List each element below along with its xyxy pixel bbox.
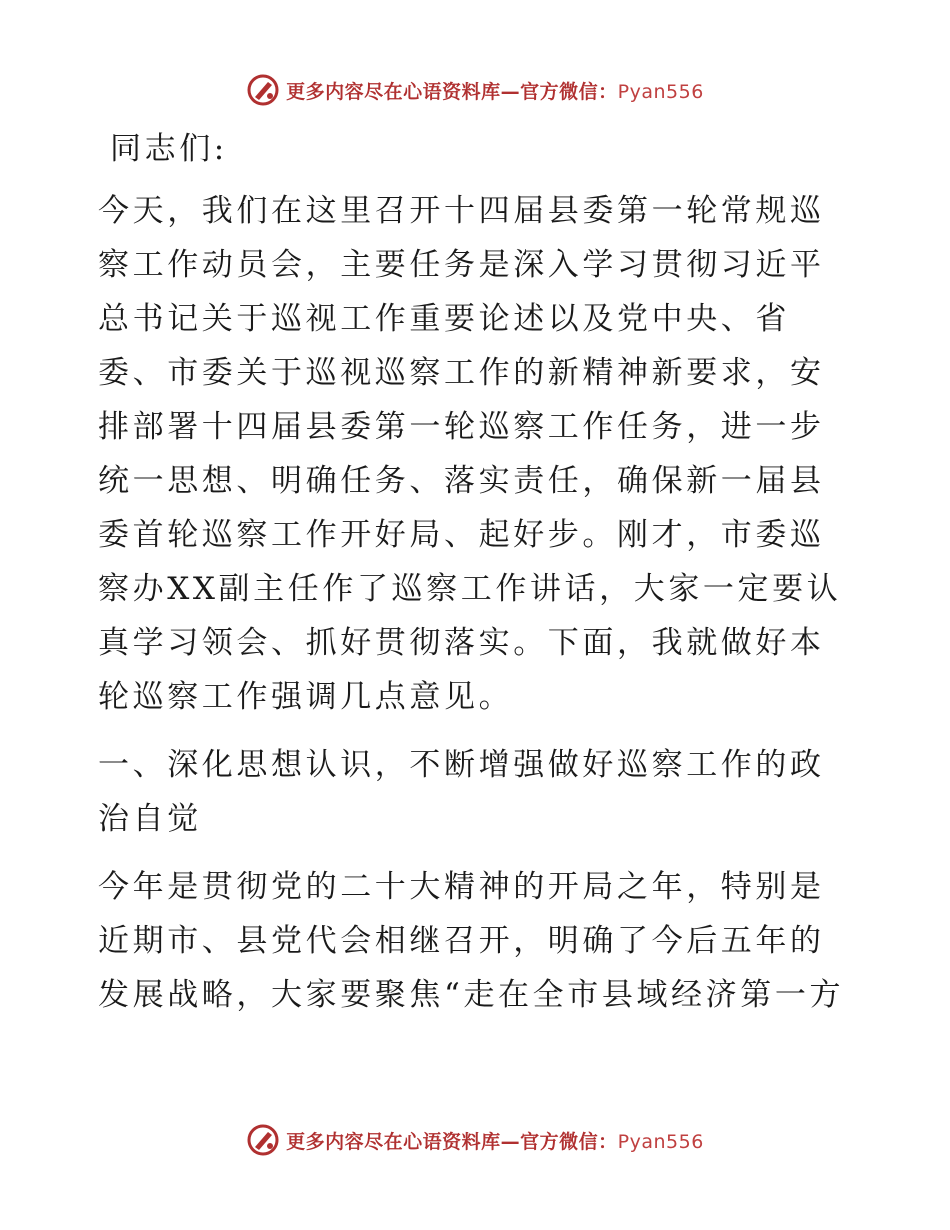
pen-seal-icon xyxy=(246,1123,280,1157)
watermark-text: 更多内容尽在心语资料库—官方微信：Pyan556 xyxy=(286,80,704,103)
paragraph-section-1: 今年是贯彻党的二十大精神的开局之年，特别是近期市、县党代会相继召开，明确了今后五年的发展战略，大家要聚焦“走在全市县域经济第一方 xyxy=(98,869,845,1013)
paragraph-intro: 今天，我们在这里召开十四届县委第一轮常规巡察工作动员会，主要任务是深入学习贯彻习近平总书记关于巡视工作重要论述以及党中央、省委、市委关于巡视巡察工作的新精神新要求，安排部署十四届县委第一轮巡察工作任务，进一步统一思想、明确任务、落实责任，确保新一届县委首轮巡察工作开好局、起好步。刚才，市委巡察办XX副主任作了巡察工作讲话，大家一定要认真学习领会、抓好贯彻落实。下面，我就做好本轮巡察工作强调几点意见。 xyxy=(98,193,842,715)
salutation: 同志们: xyxy=(110,131,228,167)
watermark-text: 更多内容尽在心语资料库—官方微信：Pyan556 xyxy=(286,1130,704,1153)
document-body xyxy=(98,122,850,1022)
section-heading-1: 一、深化思想认识，不断增强做好巡察工作的政治自觉 xyxy=(98,747,825,837)
footer-watermark xyxy=(0,1120,950,1160)
header-watermark xyxy=(0,70,950,110)
pen-seal-icon xyxy=(246,73,280,107)
